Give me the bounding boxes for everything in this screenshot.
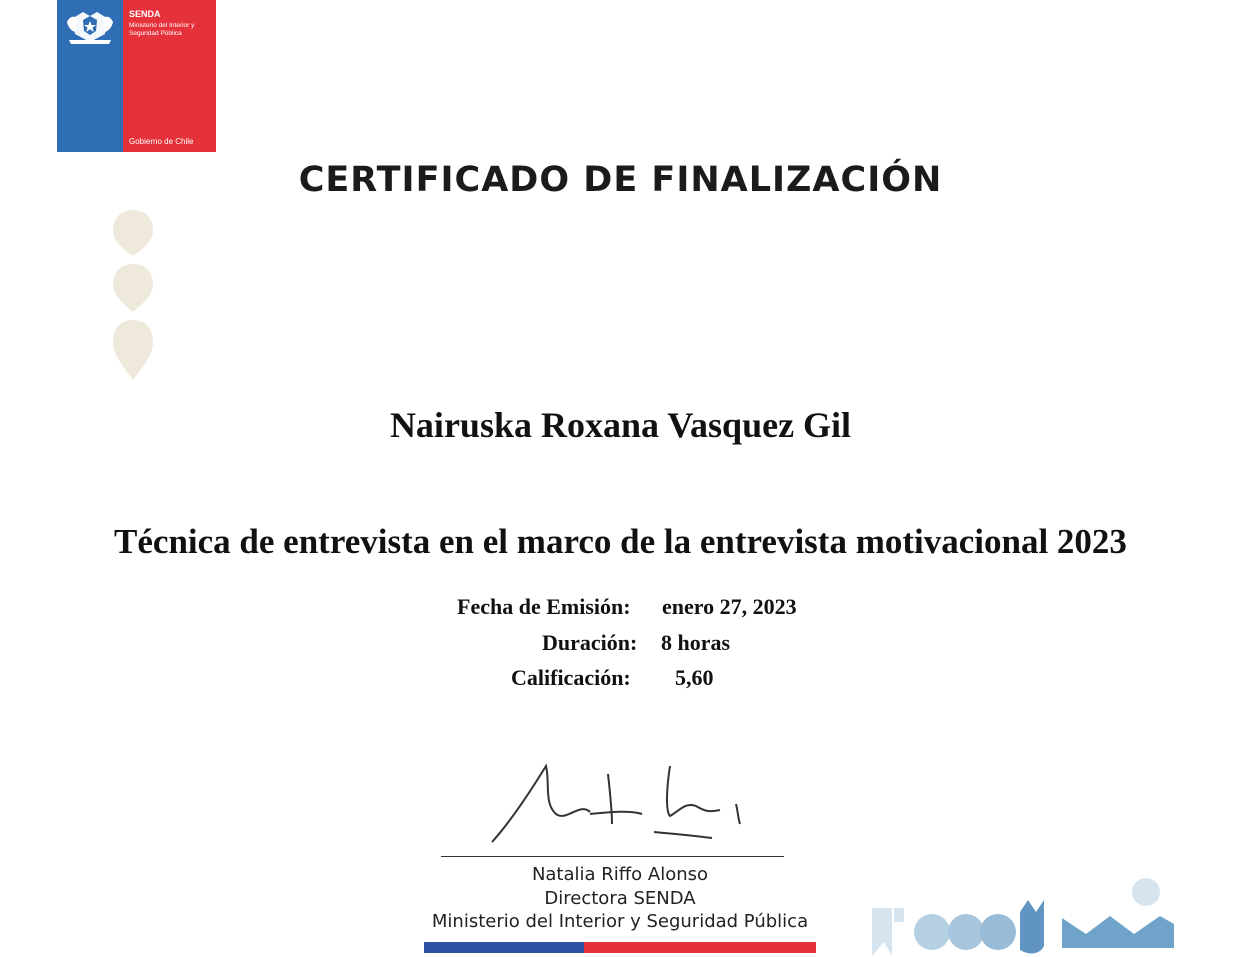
grade-label: Calificación: — [511, 665, 631, 690]
signer-name: Natalia Riffo Alonso — [531, 864, 709, 885]
duration-label: Duración: — [542, 630, 638, 655]
signature — [470, 752, 770, 847]
logo-ministry: Ministerio del Interior y Seguridad Pública — [129, 22, 195, 37]
duration-value: 8 horas — [661, 630, 731, 655]
certificate-title: CERTIFICADO DE FINALIZACIÓN — [298, 160, 943, 200]
logo-government: Gobierno de Chile — [129, 137, 194, 146]
decorative-drops-icon — [108, 208, 158, 388]
signer-ministry: Ministerio del Interior y Seguridad Pública — [431, 911, 809, 932]
course-name: Técnica de entrevista en el marco de la entrevista motivacional 2023 — [114, 522, 1127, 561]
issue-date-value: enero 27, 2023 — [662, 594, 797, 619]
decorative-shapes-icon — [870, 872, 1180, 957]
flag-bar-blue — [424, 942, 584, 953]
flag-bar-red — [584, 942, 816, 953]
signature-line — [441, 856, 784, 857]
senda-logo — [57, 0, 216, 152]
recipient-name: Nairuska Roxana Vasquez Gil — [389, 405, 852, 445]
logo-name: SENDA — [129, 9, 161, 19]
grade-value: 5,60 — [675, 665, 714, 690]
issue-date-label: Fecha de Emisión: — [457, 594, 631, 619]
signer-role: Directora SENDA — [544, 888, 696, 909]
chile-coat-of-arms-icon — [63, 4, 117, 50]
